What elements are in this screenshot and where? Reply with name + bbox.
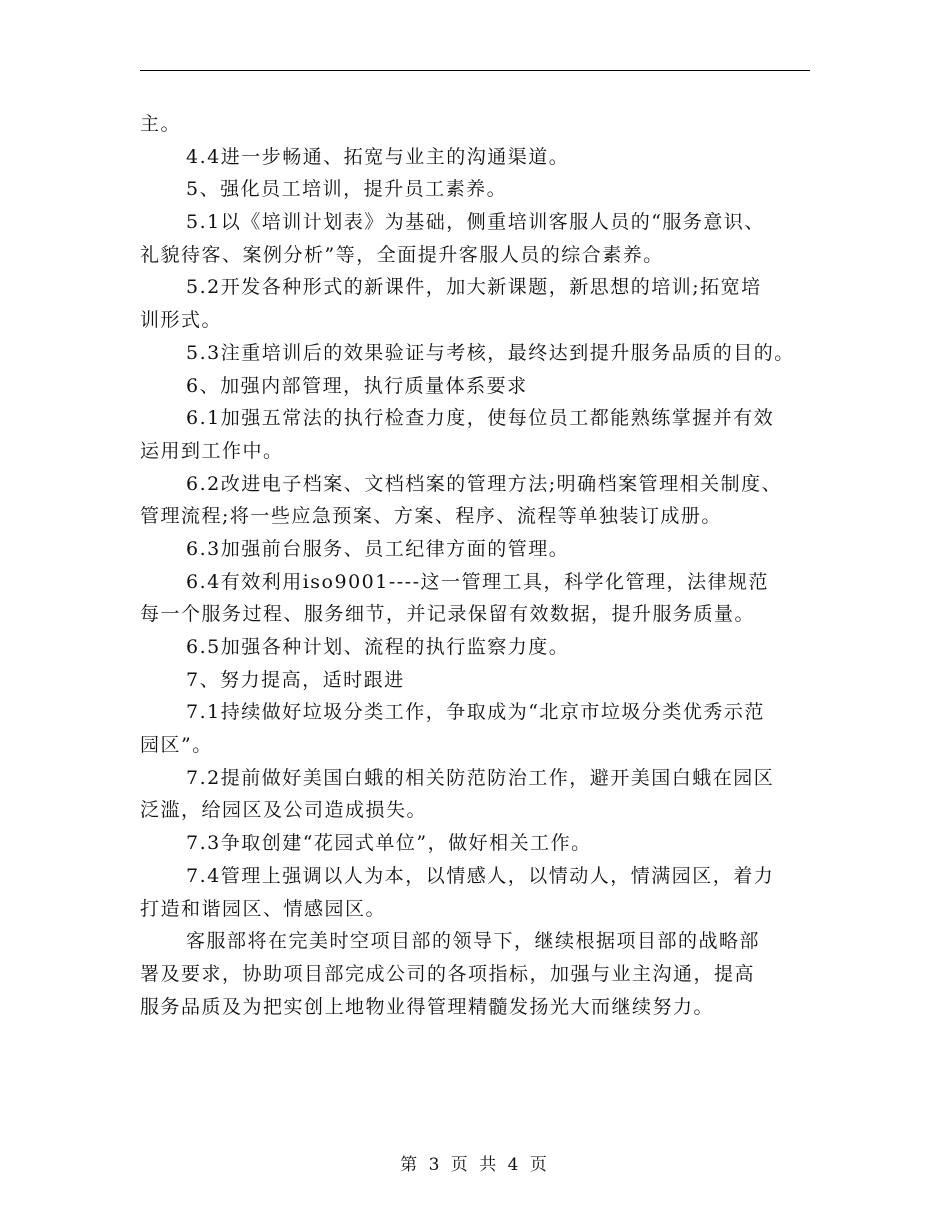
text-line-15: 6.4有效利用iso9001----这一管理工具，科学化管理，法律规范: [186, 570, 770, 593]
text-line-6: 5.2开发各种形式的新课件，加大新课题，新思想的培训;拓宽培: [186, 276, 762, 299]
text-line-14: 6.3加强前台服务、员工纪律方面的管理。: [186, 537, 570, 560]
page-number-footer: 第 3 页 共 4 页: [400, 1155, 550, 1175]
text-line-20: 园区”。: [140, 734, 213, 757]
text-line-8: 5.3注重培训后的效果验证与考核，最终达到提升服务品质的目的。: [186, 341, 795, 364]
header-rule: [140, 70, 810, 71]
text-line-27: 署及要求，协助项目部完成公司的各项指标，加强与业主沟通，提高: [140, 962, 756, 985]
text-line-21: 7.2提前做好美国白蛾的相关防范防治工作，避开美国白蛾在园区: [186, 766, 775, 789]
text-line-19: 7.1持续做好垃圾分类工作，争取成为“北京市垃圾分类优秀示范: [186, 701, 765, 724]
text-line-12: 6.2改进电子档案、文档档案的管理方法;明确档案管理相关制度、: [186, 472, 783, 495]
text-line-26: 客服部将在完美时空项目部的领导下，继续根据项目部的战略部: [186, 930, 761, 953]
text-line-1: 主。: [140, 113, 182, 135]
text-line-23: 7.3争取创建“花园式单位”，做好相关工作。: [186, 832, 592, 855]
text-line-25: 打造和谐园区、情感园区。: [140, 897, 387, 920]
text-line-5: 礼貌待客、案例分析”等，全面提升客服人员的综合素养。: [140, 243, 664, 266]
text-line-24: 7.4管理上强调以人为本，以情感人，以情动人，情满园区，着力: [186, 864, 775, 887]
document-body: [140, 108, 820, 1023]
text-line-9: 6、加强内部管理，执行质量体系要求: [186, 374, 528, 397]
text-line-11: 运用到工作中。: [140, 439, 284, 462]
text-line-16: 每一个服务过程、服务细节，并记录保留有效数据，提升服务质量。: [140, 603, 756, 626]
text-line-10: 6.1加强五常法的执行检查力度，使每位员工都能熟练掌握并有效: [186, 407, 775, 430]
text-line-18: 7、努力提高，适时跟进: [186, 668, 405, 691]
text-line-4: 5.1以《培训计划表》为基础，侧重培训客服人员的“服务意识、: [186, 211, 765, 234]
text-line-7: 训形式。: [140, 309, 223, 332]
text-line-22: 泛滥，给园区及公司造成损失。: [140, 799, 428, 822]
text-line-2: 4.4进一步畅通、拓宽与业主的沟通渠道。: [186, 145, 570, 168]
text-line-3: 5、强化员工培训，提升员工素养。: [186, 178, 508, 201]
text-line-28: 服务品质及为把实创上地物业得管理精髓发扬光大而继续努力。: [140, 995, 715, 1018]
text-line-17: 6.5加强各种计划、流程的执行监察力度。: [186, 636, 570, 658]
text-line-13: 管理流程;将一些应急预案、方案、程序、流程等单独装订成册。: [140, 505, 722, 528]
